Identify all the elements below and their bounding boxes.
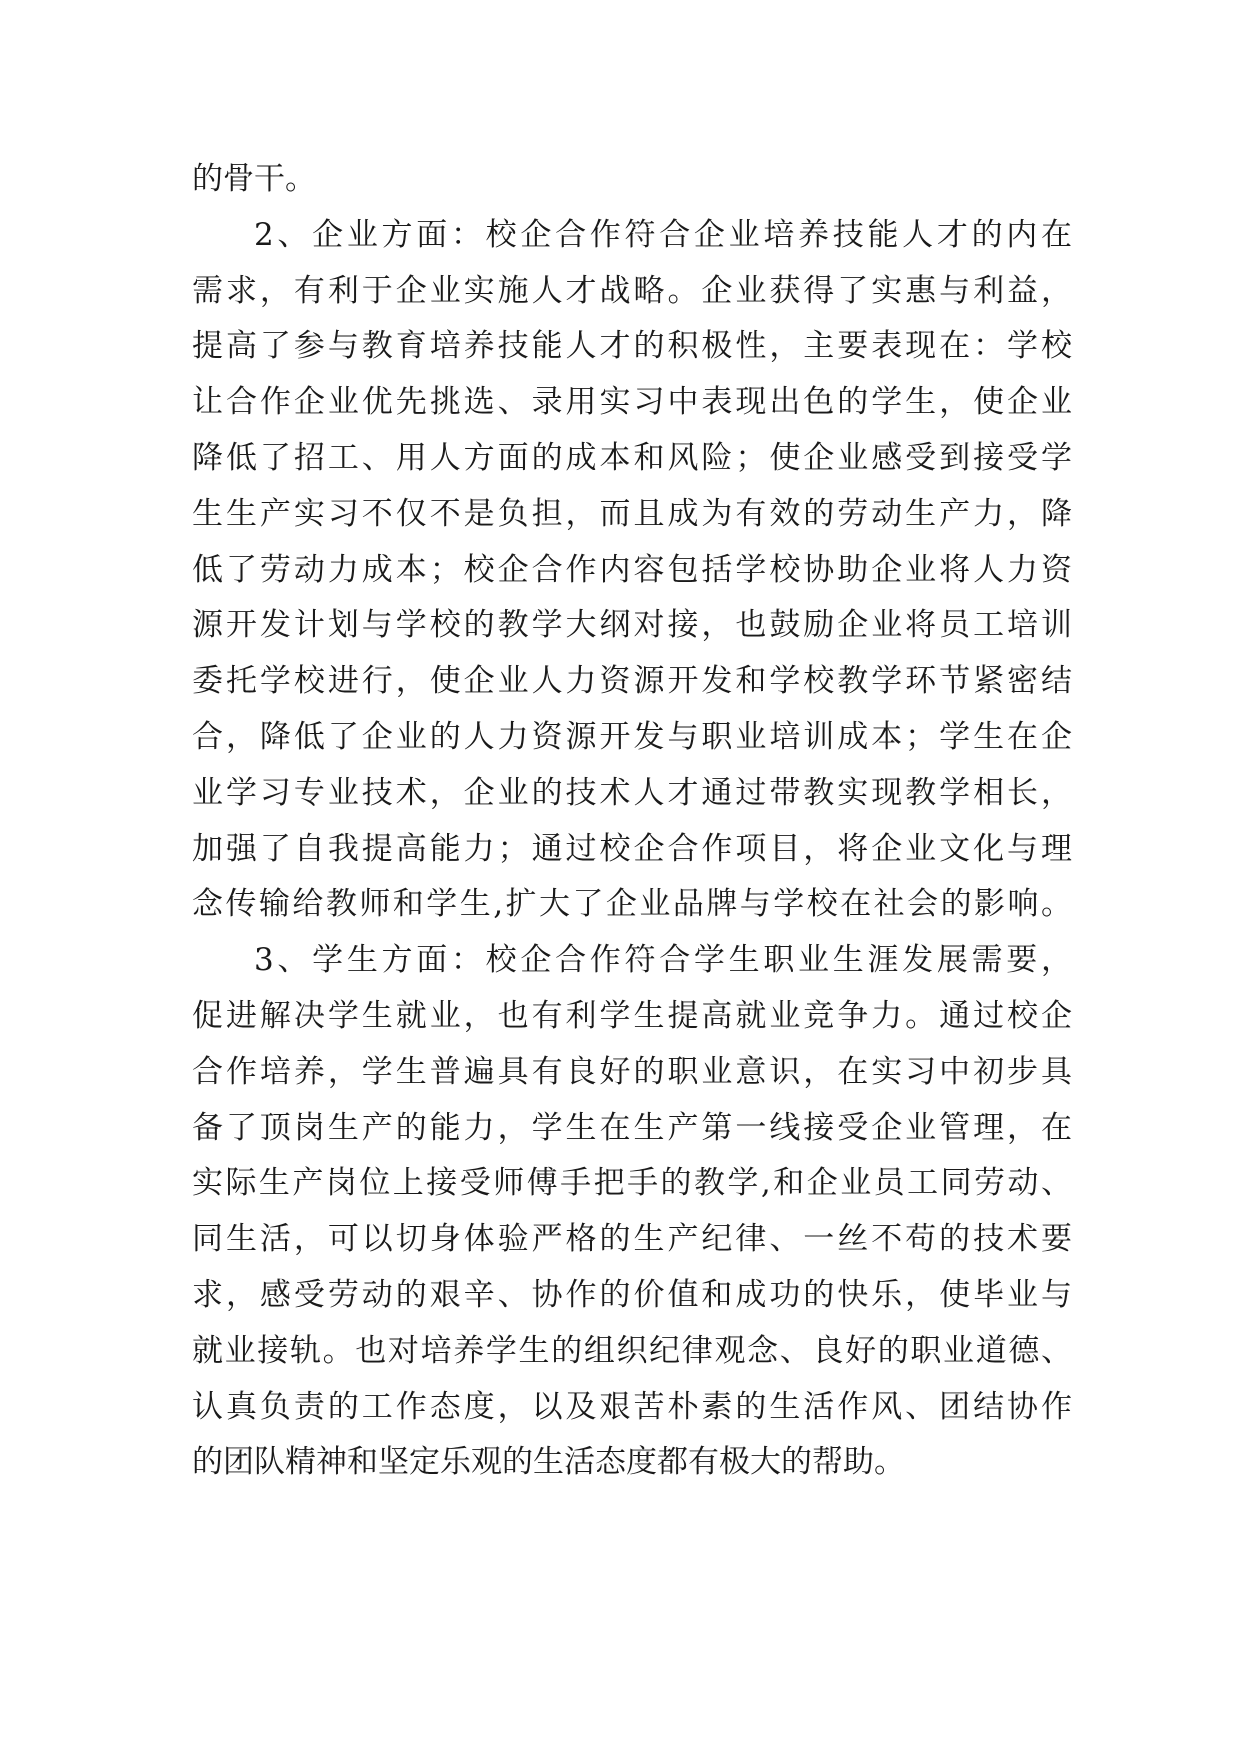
text-line: 念传输给教师和学生,扩大了企业品牌与学校在社会的影响。 — [192, 886, 1072, 923]
text-line: 需求，有利于企业实施人才战略。企业获得了实惠与利益， — [192, 272, 1072, 309]
text-line: 实际生产岗位上接受师傅手把手的教学,和企业员工同劳动、 — [192, 1165, 1072, 1202]
text-line: 同生活，可以切身体验严格的生产纪律、一丝不苟的技术要 — [192, 1221, 1072, 1258]
text-line: 加强了自我提高能力；通过校企合作项目，将企业文化与理 — [192, 830, 1072, 867]
text-line: 业学习专业技术，企业的技术人才通过带教实现教学相长， — [192, 774, 1072, 811]
text-line: 就业接轨。也对培养学生的组织纪律观念、良好的职业道德、 — [192, 1332, 1072, 1369]
text-line: 的团队精神和坚定乐观的生活态度都有极大的帮助。 — [192, 1444, 905, 1481]
text-line: 委托学校进行，使企业人力资源开发和学校教学环节紧密结 — [192, 663, 1072, 700]
text-line: 认真负责的工作态度，以及艰苦朴素的生活作风、团结协作 — [192, 1388, 1072, 1425]
text-line: 求，感受劳动的艰辛、协作的价值和成功的快乐，使毕业与 — [192, 1276, 1072, 1313]
text-line: 备了顶岗生产的能力，学生在生产第一线接受企业管理，在 — [192, 1109, 1072, 1146]
paragraph-start-line: 3、学生方面：校企合作符合学生职业生涯发展需要， — [254, 942, 1072, 979]
text-line: 提高了参与教育培养技能人才的积极性，主要表现在：学校 — [192, 328, 1072, 365]
text-line: 让合作企业优先挑选、录用实习中表现出色的学生，使企业 — [192, 384, 1072, 421]
text-line: 的骨干。 — [192, 161, 316, 197]
text-line: 生生产实习不仅不是负担，而且成为有效的劳动生产力，降 — [192, 495, 1072, 532]
text-line: 源开发计划与学校的教学大纲对接，也鼓励企业将员工培训 — [192, 607, 1072, 644]
text-line: 降低了招工、用人方面的成本和风险；使企业感受到接受学 — [192, 439, 1072, 476]
text-line: 低了劳动力成本；校企合作内容包括学校协助企业将人力资 — [192, 551, 1072, 588]
paragraph-start-line: 2、企业方面：校企合作符合企业培养技能人才的内在 — [254, 216, 1072, 253]
text-line: 合作培养，学生普遍具有良好的职业意识，在实习中初步具 — [192, 1053, 1072, 1090]
document-body — [192, 152, 1072, 1491]
text-line: 促进解决学生就业，也有利学生提高就业竞争力。通过校企 — [192, 997, 1072, 1034]
text-line: 合，降低了企业的人力资源开发与职业培训成本；学生在企 — [192, 718, 1072, 755]
